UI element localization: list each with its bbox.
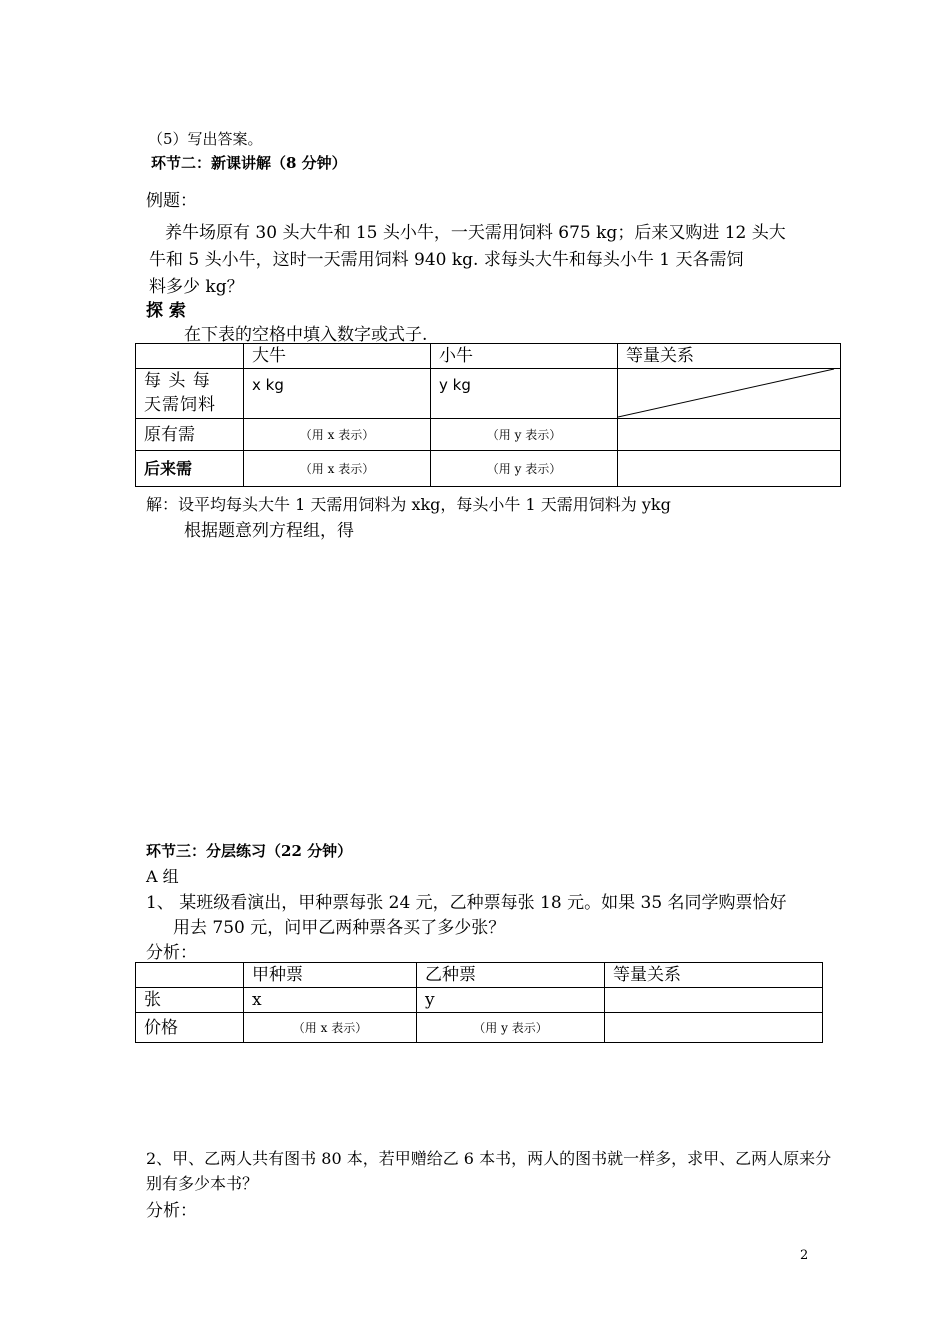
ticket-row-label-price: 价格 bbox=[136, 1013, 244, 1043]
feed-table-header-small-cattle: 小牛 bbox=[431, 344, 618, 369]
ticket-table-header-type-a: 甲种票 bbox=[244, 963, 417, 988]
feed-cell-later-relation[interactable] bbox=[618, 451, 841, 487]
solution-line-1: 解：设平均每头大牛 1 天需用饲料为 xkg，每头小牛 1 天需用饲料为 ykg bbox=[146, 495, 671, 514]
ticket-table-header-type-b: 乙种票 bbox=[417, 963, 605, 988]
explore-instruction: 在下表的空格中填入数字或式子. bbox=[184, 325, 428, 345]
feed-cell-x-kg[interactable]: x kg bbox=[244, 369, 431, 419]
ticket-table-header-relation: 等量关系 bbox=[605, 963, 823, 988]
example-label: 例题： bbox=[146, 191, 197, 211]
ticket-cell-count-relation[interactable] bbox=[605, 988, 823, 1013]
ticket-cell-y[interactable]: y bbox=[417, 988, 605, 1013]
feed-cell-later-small[interactable]: （用 y 表示） bbox=[431, 451, 618, 487]
ticket-table bbox=[135, 962, 823, 1043]
ticket-cell-price-a[interactable]: （用 x 表示） bbox=[244, 1013, 417, 1043]
feed-table-header-relation: 等量关系 bbox=[618, 344, 841, 369]
solution-line-2: 根据题意列方程组，得 bbox=[184, 521, 354, 541]
analysis-label: 分析： bbox=[146, 943, 197, 963]
page-number: 2 bbox=[800, 1248, 809, 1263]
feed-table-header-empty bbox=[136, 344, 244, 369]
group-a-label: A 组 bbox=[146, 867, 179, 886]
table-row bbox=[136, 419, 841, 451]
ticket-cell-x[interactable]: x bbox=[244, 988, 417, 1013]
example-line-3: 料多少 kg？ bbox=[149, 277, 244, 297]
table-row bbox=[136, 369, 841, 419]
problem-2-line-2: 别有多少本书？ bbox=[146, 1174, 259, 1193]
diagonal-line bbox=[618, 369, 840, 419]
feed-row-label-later: 后来需 bbox=[136, 451, 244, 487]
feed-cell-original-relation[interactable] bbox=[618, 419, 841, 451]
feed-cell-original-big[interactable]: （用 x 表示） bbox=[244, 419, 431, 451]
feed-table-header-row bbox=[136, 344, 841, 369]
ticket-cell-price-relation[interactable] bbox=[605, 1013, 823, 1043]
example-line-2: 牛和 5 头小牛，这时一天需用饲料 940 kg. 求每头大牛和每头小牛 1 天各需饲 bbox=[149, 250, 744, 270]
example-line-1: 养牛场原有 30 头大牛和 15 头小牛，一天需用饲料 675 kg；后来又购进 12 头大 bbox=[165, 223, 786, 243]
problem-1-line-1: 1、 某班级看演出，甲种票每张 24 元，乙种票每张 18 元。如果 35 名同学购票恰好 bbox=[146, 893, 787, 913]
feed-table-header-big-cattle: 大牛 bbox=[244, 344, 431, 369]
problem-2-line-1: 2、甲、乙两人共有图书 80 本，若甲赠给乙 6 本书，两人的图书就一样多，求甲、乙两人原来分 bbox=[146, 1149, 832, 1168]
ticket-table-header-row bbox=[136, 963, 823, 988]
feed-row-label-original: 原有需 bbox=[136, 419, 244, 451]
feed-cell-diagonal bbox=[618, 369, 841, 419]
feed-cell-y-kg[interactable]: y kg bbox=[431, 369, 618, 419]
section-3-title: 环节三：分层练习（22 分钟） bbox=[146, 842, 353, 860]
table-row bbox=[136, 988, 823, 1013]
table-row bbox=[136, 451, 841, 487]
feed-cell-original-small[interactable]: （用 y 表示） bbox=[431, 419, 618, 451]
ticket-row-label-count: 张 bbox=[136, 988, 244, 1013]
section-2-title: 环节二：新课讲解（8 分钟） bbox=[151, 154, 347, 172]
feed-table bbox=[135, 343, 841, 487]
explore-title: 探 索 bbox=[146, 301, 186, 321]
problem-1-line-2: 用去 750 元，问甲乙两种票各买了多少张？ bbox=[173, 918, 506, 938]
step-5-text: （5）写出答案。 bbox=[148, 130, 263, 148]
ticket-table-header-empty bbox=[136, 963, 244, 988]
table-row bbox=[136, 1013, 823, 1043]
feed-row-label-daily: 每 头 每 天需饲料 bbox=[136, 369, 244, 419]
ticket-cell-price-b[interactable]: （用 y 表示） bbox=[417, 1013, 605, 1043]
analysis-label-2: 分析： bbox=[146, 1201, 197, 1221]
feed-cell-later-big[interactable]: （用 x 表示） bbox=[244, 451, 431, 487]
